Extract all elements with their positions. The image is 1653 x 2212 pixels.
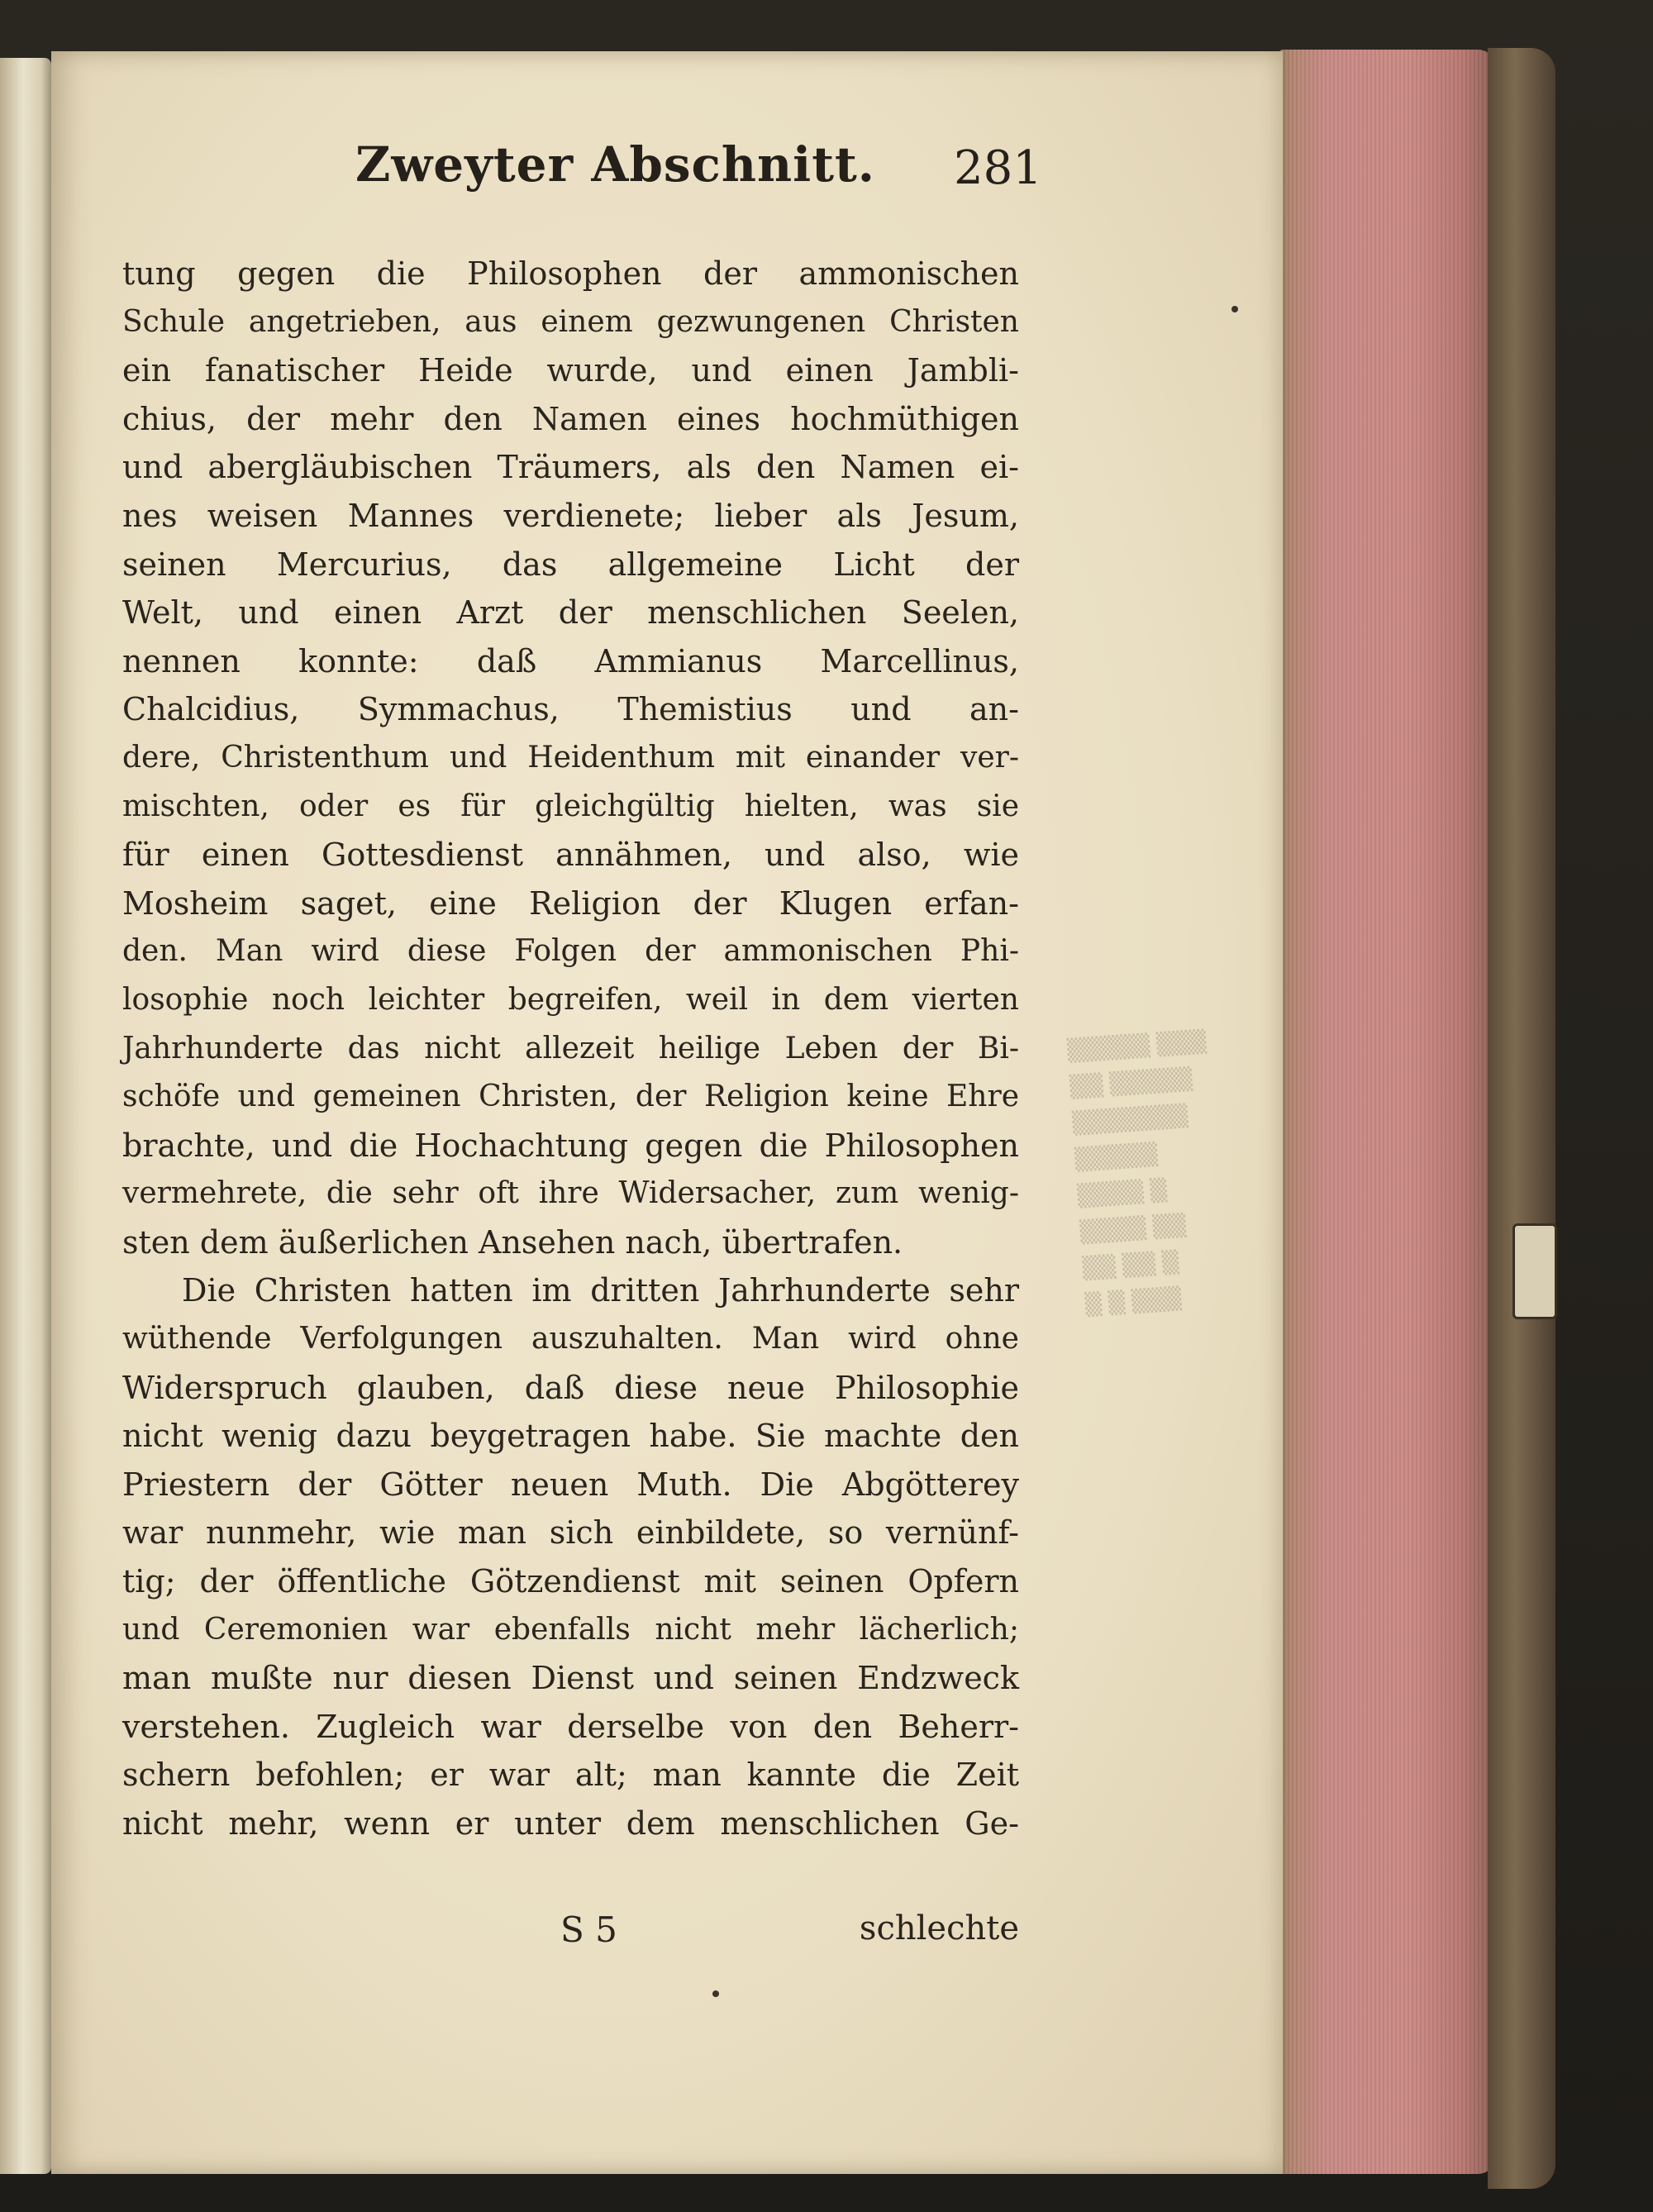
paragraph-start-line: Die Christen hatten im dritten Jahrhunderte sehr [182, 1272, 1019, 1309]
text-line: wüthende Verfolgungen auszuhalten. Man wird ohne [122, 1322, 1019, 1356]
page-footer [122, 1901, 1019, 1959]
text-line: verstehen. Zugleich war derselbe von den Beherr- [122, 1708, 1019, 1745]
text-line: nennen konnte: daß Ammianus Marcellinus, [122, 642, 1019, 679]
text-line: Mosheim saget, eine Religion der Klugen erfan- [122, 884, 1019, 922]
facing-page-edge [0, 58, 51, 2174]
page-block-fore-edge [1279, 50, 1496, 2174]
text-line: dere, Christenthum und Heidenthum mit einander ver- [122, 740, 1019, 775]
text-line: ein fanatischer Heide wurde, und einen Jambli- [122, 352, 1019, 389]
text-line: für einen Gottesdienst annähmen, und also, wie [122, 837, 1019, 874]
text-line: tung gegen die Philosophen der ammonischen [122, 255, 1019, 292]
text-line: Priestern der Götter neuen Muth. Die Abgötterey [122, 1466, 1019, 1503]
text-line: chius, der mehr den Namen eines hochmüthigen [122, 400, 1019, 437]
catchword: schlechte [859, 1909, 1019, 1947]
text-line: nes weisen Mannes verdienete; lieber als Jesum, [122, 497, 1019, 534]
text-line: schöfe und gemeinen Christen, der Religion keine Ehre [122, 1080, 1019, 1114]
text-line: nicht wenig dazu beygetragen habe. Sie machte den [122, 1418, 1019, 1455]
paper-speck [1231, 306, 1238, 312]
text-line: tig; der öffentliche Götzendienst mit seinen Opfern [122, 1563, 1019, 1600]
page-header [355, 136, 1050, 211]
text-line: und abergläubischen Träumers, als den Namen ei- [122, 449, 1019, 486]
show-through-text: ▒▒▒▒▒ ▒▒▒ ▒▒ ▒▒▒▒▒ ▒▒▒▒▒▒▒ ▒▒▒▒▒ ▒▒▒▒ ▒ ▒▒▒▒ ▒▒ ▒▒ ▒▒ ▒ ▒ ▒ ▒▒▒ [1066, 1029, 1208, 1318]
text-line: schern befohlen; er war alt; man kannte die Zeit [122, 1757, 1019, 1794]
text-line: vermehrete, die sehr oft ihre Widersacher, zum wenig- [122, 1176, 1019, 1211]
signature-mark: S 5 [560, 1909, 617, 1950]
body-text [122, 250, 1019, 1848]
text-line: und Ceremonien war ebenfalls nicht mehr lächerlich; [122, 1612, 1019, 1647]
text-line: Chalcidius, Symmachus, Themistius und an- [122, 691, 1019, 728]
bookmark-tab [1512, 1223, 1557, 1319]
text-line: sten dem äußerlichen Ansehen nach, übertrafen. [122, 1223, 903, 1261]
text-line: den. Man wird diese Folgen der ammonischen Phi- [122, 934, 1019, 969]
text-line: Schule angetrieben, aus einem gezwungenen Christen [122, 304, 1019, 339]
text-line: Jahrhunderte das nicht allezeit heilige Leben der Bi- [122, 1031, 1019, 1065]
text-line: seinen Mercurius, das allgemeine Licht der [122, 546, 1019, 583]
page-number: 281 [954, 141, 1042, 195]
text-line: war nunmehr, wie man sich einbildete, so vernünf- [122, 1514, 1019, 1552]
running-title: Zweyter Abschnitt. [355, 136, 875, 193]
paper-speck [712, 1990, 719, 1997]
book-cover [1488, 48, 1555, 2189]
text-line: Welt, und einen Arzt der menschlichen Seelen, [122, 594, 1019, 632]
text-line: man mußte nur diesen Dienst und seinen Endzweck [122, 1660, 1019, 1697]
text-line: brachte, und die Hochachtung gegen die Philosophen [122, 1127, 1019, 1164]
text-line: losophie noch leichter begreifen, weil in dem vierten [122, 982, 1019, 1017]
text-line: nicht mehr, wenn er unter dem menschlichen Ge- [122, 1805, 1019, 1842]
text-line: Widerspruch glauben, daß diese neue Philosophie [122, 1369, 1019, 1406]
text-line: mischten, oder es für gleichgültig hielten, was sie [122, 789, 1019, 823]
